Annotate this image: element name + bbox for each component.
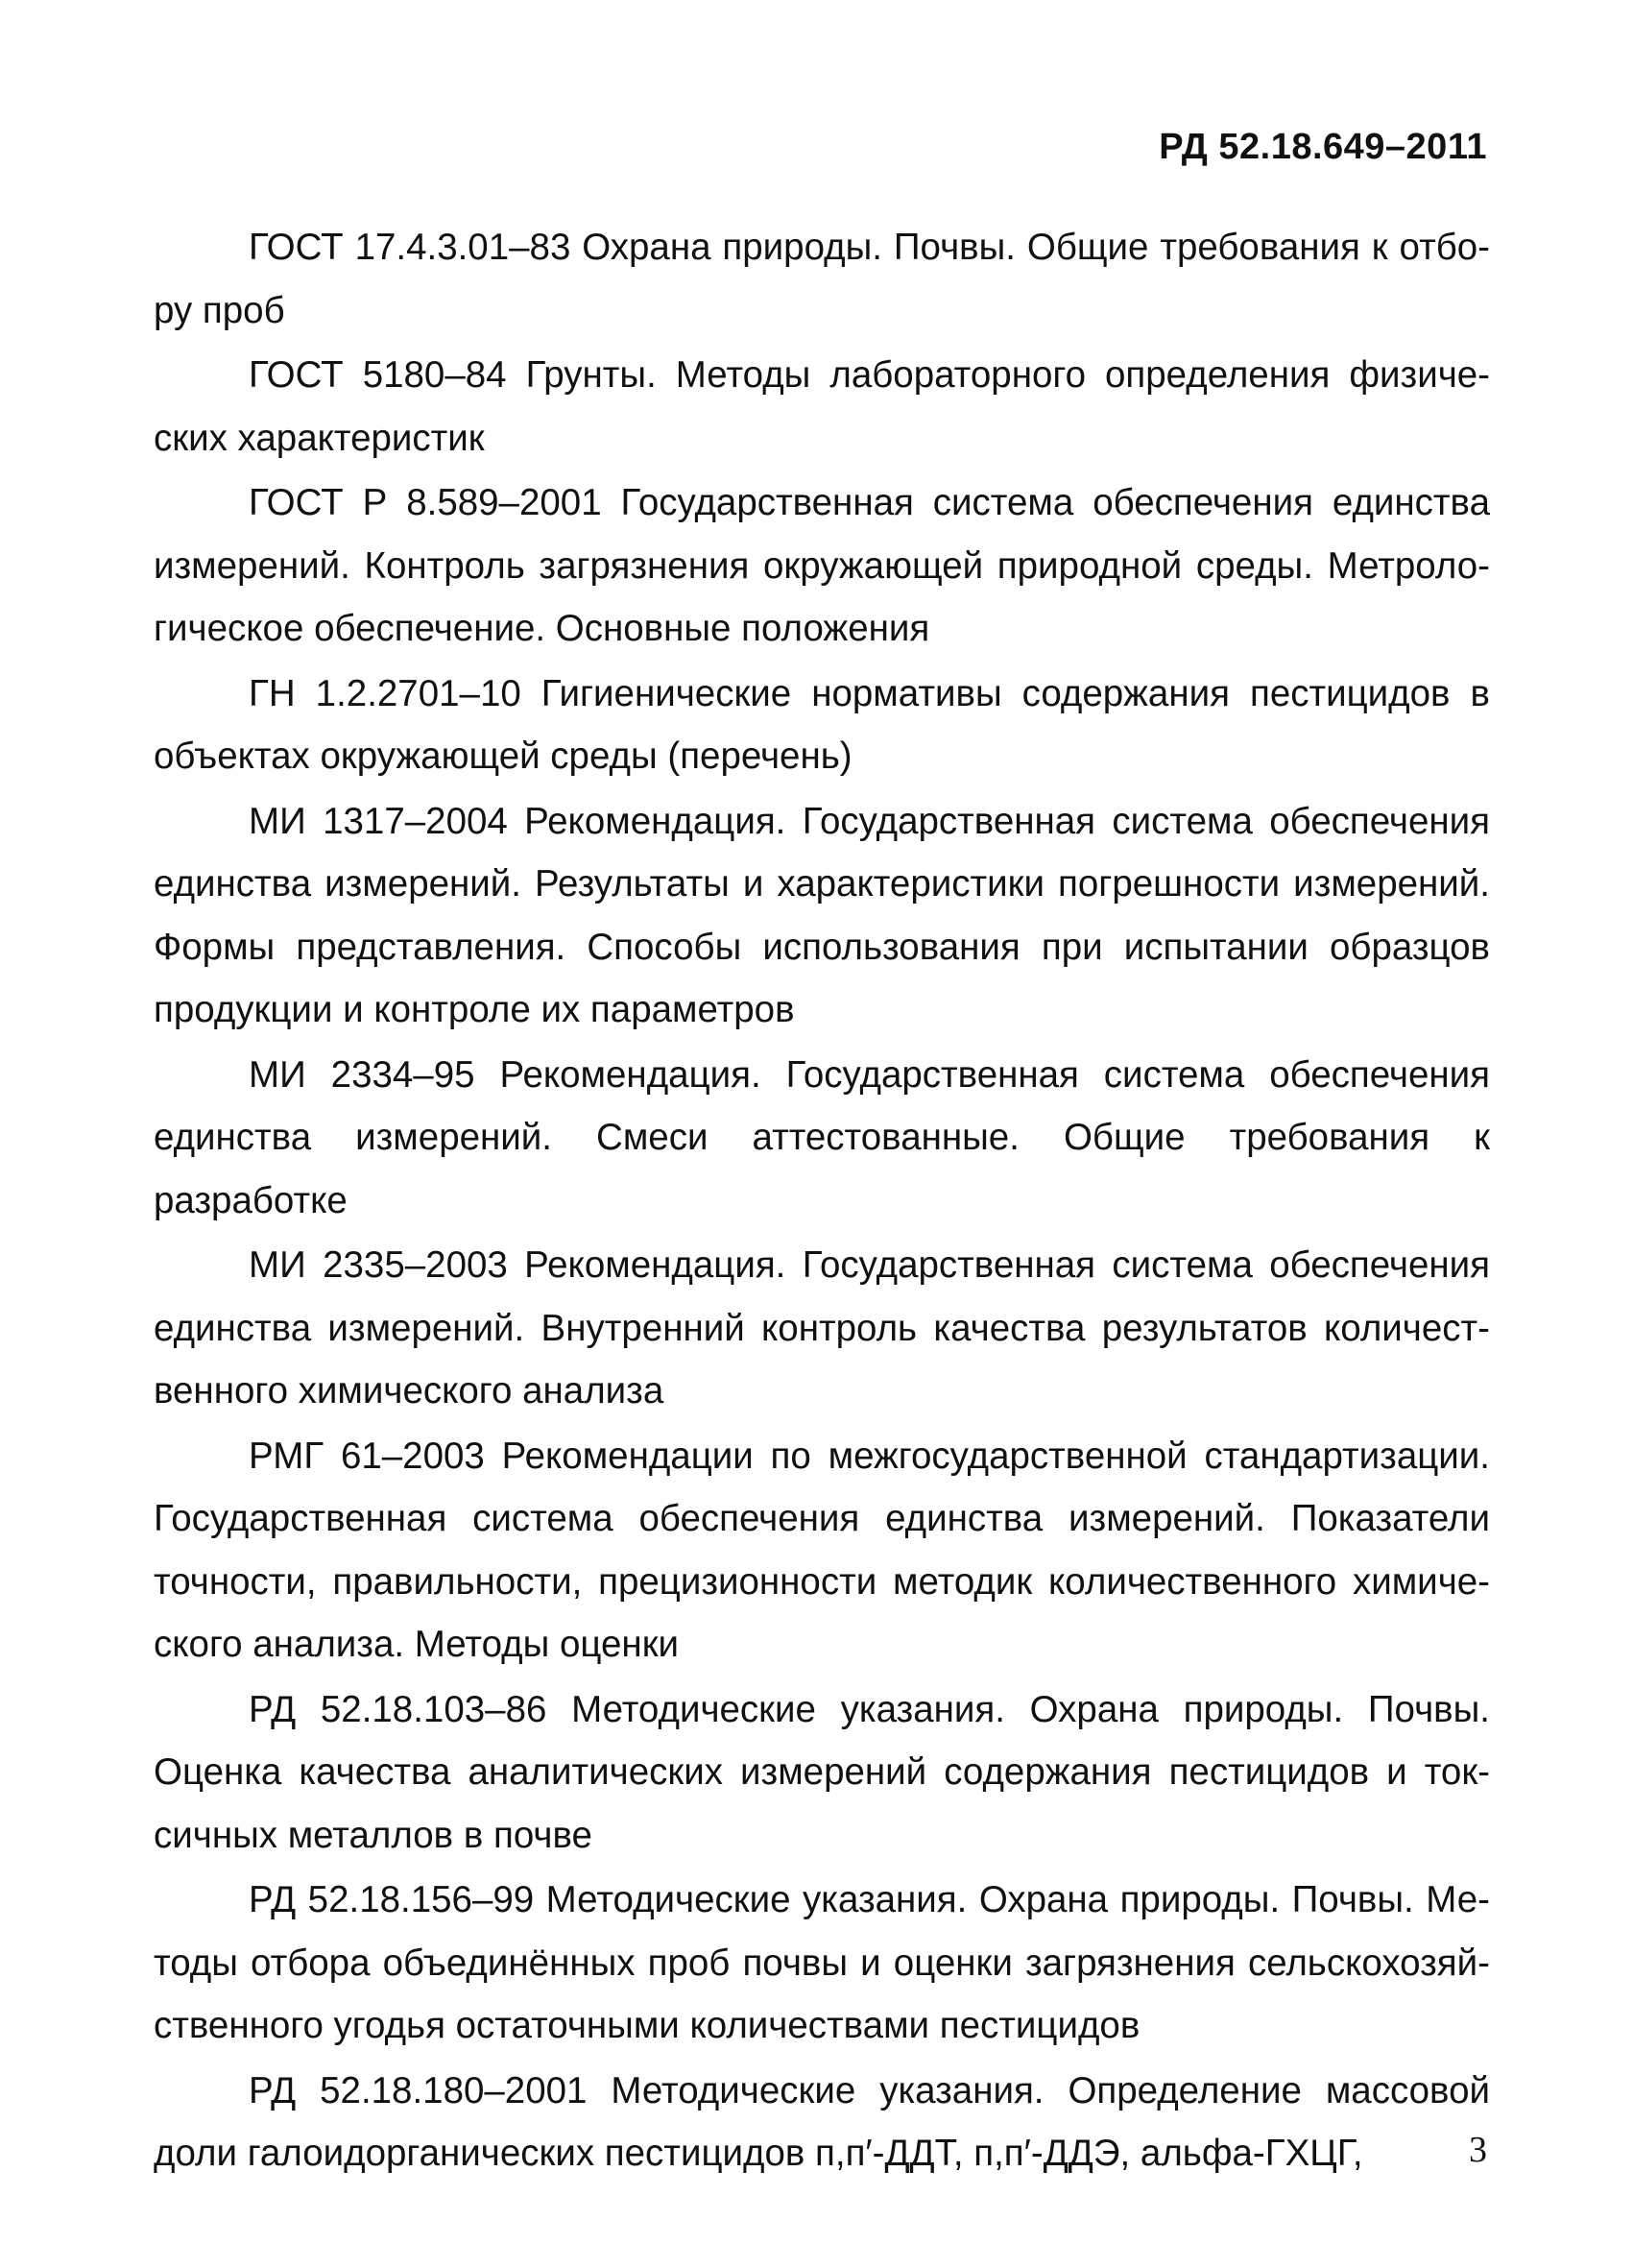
reference-item: ГОСТ 17.4.3.01–83 Охрана природы. Почвы. Общие требования к отбору проб <box>154 227 1490 331</box>
reference-item: ГН 1.2.2701–10 Гигиенические нормативы содержания пестицидов в объектах окружающей среды (перечень) <box>154 672 1490 777</box>
references-list <box>154 216 1490 2187</box>
reference-item: ГОСТ Р 8.589–2001 Государственная система обеспечения единства измерений. Контроль загрязнения окружающей природной среды. Метрологическое обеспечение. Основные положения <box>154 482 1490 649</box>
reference-item: РД 52.18.180–2001 Методические указания. Определение массовой доли галоидорганических пестицидов п,п′-ДДТ, п,п′-ДДЭ, альфа-ГХЦГ, <box>154 2069 1490 2174</box>
reference-item: РМГ 61–2003 Рекомендации по межгосударственной стандартизации. Государственная система обеспечения единства измерений. Показатели точности, правильности, прецизионности методик количественного химического анализа. Методы оценки <box>154 1435 1490 1665</box>
document-code: РД 52.18.649–2011 <box>1159 127 1487 167</box>
page-number: 3 <box>1469 2130 1487 2170</box>
reference-item: РД 52.18.103–86 Методические указания. Охрана природы. Почвы. Оценка качества аналитических измерений содержания пестицидов и токсичных металлов в почве <box>154 1688 1490 1856</box>
reference-item: ГОСТ 5180–84 Грунты. Методы лабораторного определения физических характеристик <box>154 354 1490 459</box>
reference-item: РД 52.18.156–99 Методические указания. Охрана природы. Почвы. Методы отбора объединённых проб почвы и оценки загрязнения сельскохозяйственного угодья остаточными количествами пестицидов <box>154 1879 1490 2046</box>
reference-item: МИ 2335–2003 Рекомендация. Государственная система обеспечения единства измерений. Внутренний контроль качества результатов количественного химического анализа <box>154 1244 1490 1411</box>
reference-item: МИ 2334–95 Рекомендация. Государственная система обеспечения единства измерений. Смеси аттестованные. Общие требования к разработке <box>154 1053 1490 1221</box>
reference-item: МИ 1317–2004 Рекомендация. Государственная система обеспечения единства измерений. Результаты и характеристики погрешности измерений. Формы представления. Способы использования при испытании образцов продукции и контроле их параметров <box>154 800 1490 1030</box>
